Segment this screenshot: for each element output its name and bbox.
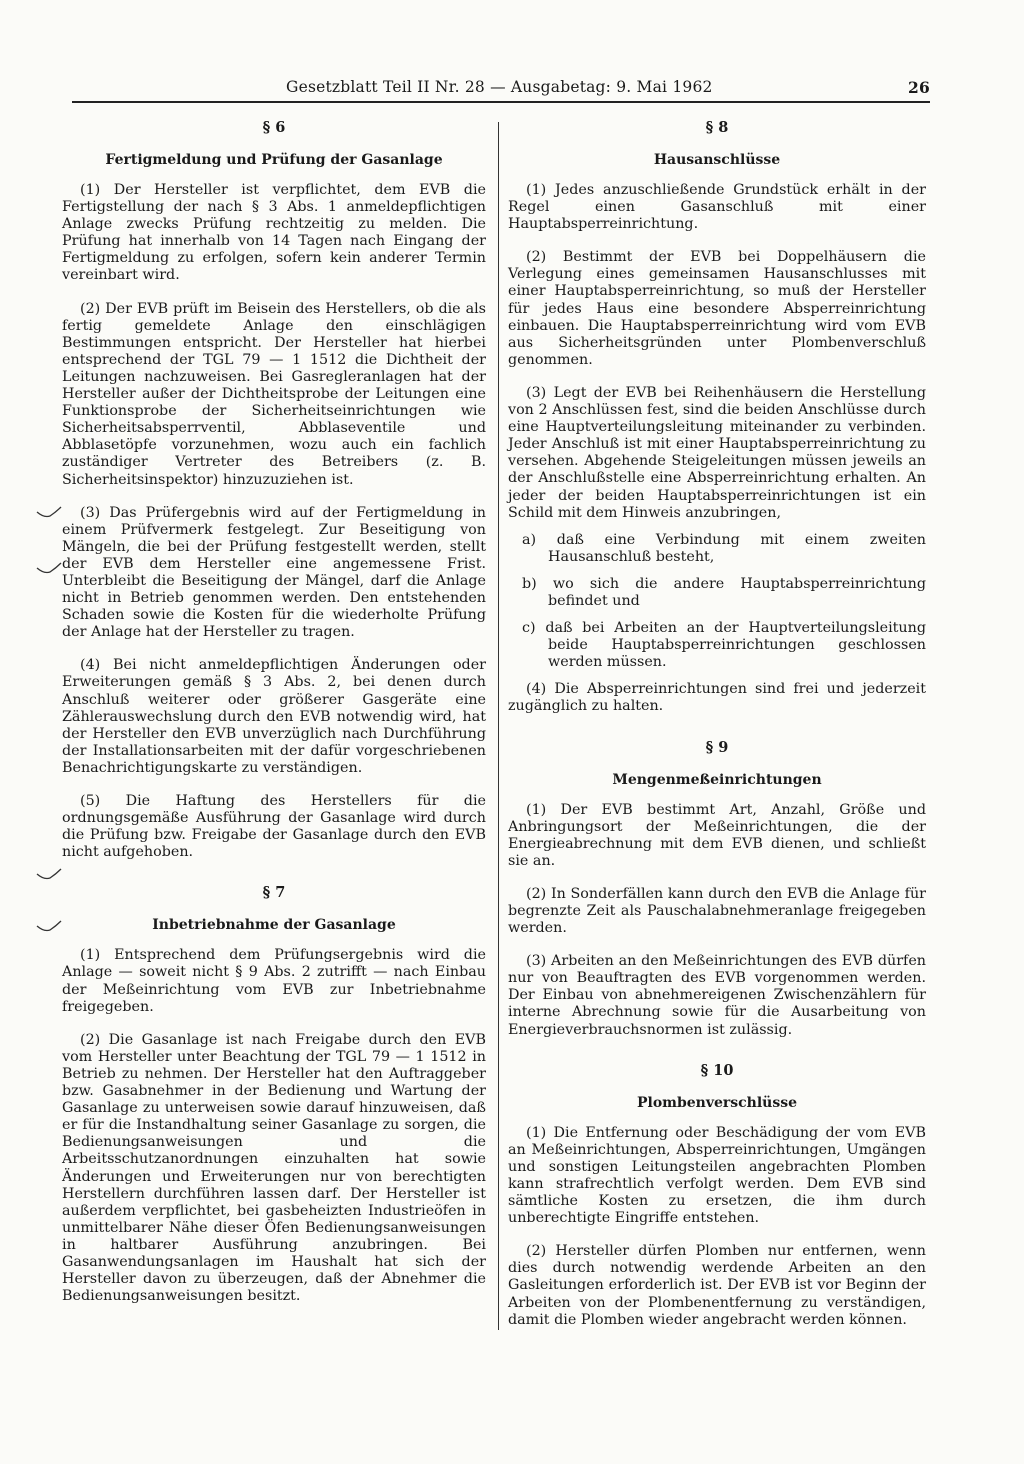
section-6-paragraph-1: (1) Der Hersteller ist verpflichtet, dem EVB die Fertigstellung der nach § 3 Abs. 1 anmeldepflichtigen Anlage zwecks Prüfung rechtzeitig zu melden. Die Prüfung hat innerhalb von 14 Tagen nach Eingang der Fertigmeldung zu erfolgen, sofern kein anderer Termin vereinbart wird. — [62, 182, 486, 284]
margin-checkmark-icon — [36, 506, 62, 520]
section-8-list — [508, 532, 926, 672]
page-number: 26 — [908, 78, 930, 97]
section-10-title: Plombenverschlüsse — [636, 1094, 798, 1111]
margin-checkmark-icon — [36, 920, 62, 934]
right-column — [508, 118, 926, 1345]
list-item: b) wo sich die andere Hauptabsperreinrichtung befindet und — [522, 575, 926, 609]
section-6-paragraph-4: (4) Bei nicht anmeldepflichtigen Änderungen oder Erweiterungen gemäß § 3 Abs. 2, bei denen durch Anschluß weiterer oder größerer Gasgeräte eine Zählerauswechslung durch den EVB notwendig wird, hat der Hersteller den EVB unverzüglich nach Durchführung der Installationsarbeiten mit der dafür vorgeschriebenen Benachrichtigungskarte zu verständigen. — [62, 657, 486, 776]
section-6-paragraph-2: (2) Der EVB prüft im Beisein des Herstellers, ob die als fertig gemeldete Anlage den einschlägigen Bestimmungen entspricht. Der Hersteller hat hierbei entsprechend der TGL 79 — 1 1512 die Dichtheit der Leitungen nachzuweisen. Bei Gasregleranlagen hat der Hersteller außer der Dichtheitsprobe der Leitungen eine Funktionsprobe der Sicherheitseinrichtungen wie Sicherheitsabsperrventil, Abblaseventile und Abblasetöpfe vorzunehmen, wozu auch ein fachlich zuständiger Vertreter des Betreibers (z. B. Sicherheitsinspektor) hinzuzuziehen ist. — [62, 300, 486, 488]
section-9-paragraph-1: (1) Der EVB bestimmt Art, Anzahl, Größe und Anbringungsort der Meßeinrichtungen, die der Energieabrechnung mit dem EVB dienen, und schließt sie an. — [508, 801, 926, 869]
section-6-paragraph-5: (5) Die Haftung des Herstellers für die ordnungsgemäße Ausführung der Gasanlage wird durch die Prüfung bzw. Freigabe der Gasanlage durch den EVB nicht aufgehoben. — [62, 793, 486, 861]
column-divider — [498, 122, 499, 1330]
section-6-number: § 6 — [262, 119, 286, 136]
section-8-paragraph-3: (3) Legt der EVB bei Reihenhäusern die Herstellung von 2 Anschlüssen fest, sind die beiden Anschlüsse durch eine Hauptverteilungsleitung miteinander zu verbinden. Jeder Anschluß ist mit einer Hauptabsperreinrichtung zu versehen. Abgehende Steigeleitungen müssen jeweils an der Anschlußstelle eine Absperreinrichtung erhalten. An jeder der beiden Hauptabsperreinrichtungen ist ein Schild mit dem Hinweis anzubringen, — [508, 384, 926, 521]
header-rule — [72, 101, 930, 103]
section-8-paragraph-1: (1) Jedes anzuschließende Grundstück erhält in der Regel einen Gasanschluß mit einer Hauptabsperreinrichtung. — [508, 182, 926, 233]
section-6-paragraph-3: (3) Das Prüfergebnis wird auf der Fertigmeldung in einem Prüfvermerk festgelegt. Zur Beseitigung von Mängeln, die bei der Prüfung festgestellt werden, stellt der EVB dem Hersteller eine angemessene Frist. Unterbleibt die Beseitigung der Mängel, darf die Anlage nicht in Betrieb genommen werden. Den entstehenden Schaden sowie die Kosten für die wiederholte Prüfung der Anlage hat der Hersteller zu tragen. — [62, 504, 486, 641]
section-9-number: § 9 — [705, 738, 729, 756]
page-header — [72, 78, 930, 100]
margin-checkmark-icon — [36, 868, 62, 882]
section-6-title: Fertigmeldung und Prüfung der Gasanlage — [105, 152, 443, 168]
list-item: a) daß eine Verbindung mit einem zweiten Hausanschluß besteht, — [522, 531, 926, 565]
section-10-paragraph-1: (1) Die Entfernung oder Beschädigung der vom EVB an Meßeinrichtungen, Absperreinrichtungen, Umgängen und sonstigen Leitungsteilen angebrachten Plomben kann strafrechtlich verfolgt werden. Dem EVB sind sämtliche Kosten zu ersetzen, die ihm durch unberechtigte Eingriffe entstehen. — [508, 1124, 926, 1227]
list-item: c) daß bei Arbeiten an der Hauptverteilungsleitung beide Hauptabsperreinrichtungen geschlossen werden müssen. — [522, 620, 926, 671]
section-7-number: § 7 — [262, 884, 286, 902]
section-8-paragraph-2: (2) Bestimmt der EVB bei Doppelhäusern die Verlegung eines gemeinsamen Hausanschlusses mit einer Hauptabsperreinrichtung, so muß der Hersteller für jedes Haus eine besondere Absperreinrichtung einbauen. Die Hauptabsperreinrichtung wird vom EVB aus Sicherheitsgründen unter Plombenverschluß genommen. — [508, 249, 926, 368]
section-8-paragraph-4: (4) Die Absperreinrichtungen sind frei und jederzeit zugänglich zu halten. — [508, 681, 926, 715]
header-title: Gesetzblatt Teil II Nr. 28 — Ausgabetag: 9. Mai 1962 — [286, 78, 713, 96]
section-9-paragraph-3: (3) Arbeiten an den Meßeinrichtungen des EVB dürfen nur von Beauftragten des EVB vorgenommen werden. Der Einbau von abnehmereigenen Zwischenzählern für interne Abrechnung sowie für die Ausarbeitung von Energieverbrauchsnormen ist zulässig. — [508, 953, 926, 1038]
section-7-title: Inbetriebnahme der Gasanlage — [152, 917, 396, 934]
left-column — [62, 118, 486, 1321]
section-10-paragraph-2: (2) Hersteller dürfen Plomben nur entfernen, wenn dies durch notwendig werdende Arbeiten an den Gasleitungen erforderlich ist. Der EVB ist vor Beginn der Arbeiten von der Plombenentfernung zu verständigen, damit die Plomben wieder angebracht werden können. — [508, 1243, 926, 1328]
section-8-title: Hausanschlüsse — [653, 152, 781, 168]
section-9-title: Mengenmeßeinrichtungen — [612, 771, 822, 788]
section-8-number: § 8 — [705, 119, 729, 136]
section-7-paragraph-1: (1) Entsprechend dem Prüfungsergebnis wird die Anlage — soweit nicht § 9 Abs. 2 zutrifft — nach Einbau der Meßeinrichtung vom EVB zur Inbetriebnahme freigegeben. — [62, 947, 486, 1015]
section-10-number: § 10 — [700, 1061, 734, 1079]
section-9-paragraph-2: (2) In Sonderfällen kann durch den EVB die Anlage für begrenzte Zeit als Pauschalabnehmeranlage freigegeben werden. — [508, 885, 926, 937]
section-7-paragraph-2: (2) Die Gasanlage ist nach Freigabe durch den EVB vom Hersteller unter Beachtung der TGL 79 — 1 1512 in Betrieb zu nehmen. Der Hersteller hat den Auftraggeber bzw. Gasabnehmer in der Bedienung und Wartung der Gasanlage zu unterweisen sowie darauf hinzuweisen, daß er für die Instandhaltung seiner Gasanlage zu sorgen, die Bedienungsanweisungen und die Arbeitsschutzanordnungen einzuhalten hat sowie Änderungen und Erweiterungen nur von berechtigten Herstellern durchführen lassen darf. Der Hersteller ist außerdem verpflichtet, bei gasbeheizten Industrieöfen in unmittelbarer Nähe dieser Öfen Bedienungsanweisungen in haltbarer Ausführung anzubringen. Bei Gasanwendungsanlagen im Haushalt hat sich der Hersteller davon zu überzeugen, daß der Abnehmer die Bedienungsanweisungen besitzt. — [62, 1031, 486, 1305]
margin-checkmark-icon — [36, 562, 62, 576]
